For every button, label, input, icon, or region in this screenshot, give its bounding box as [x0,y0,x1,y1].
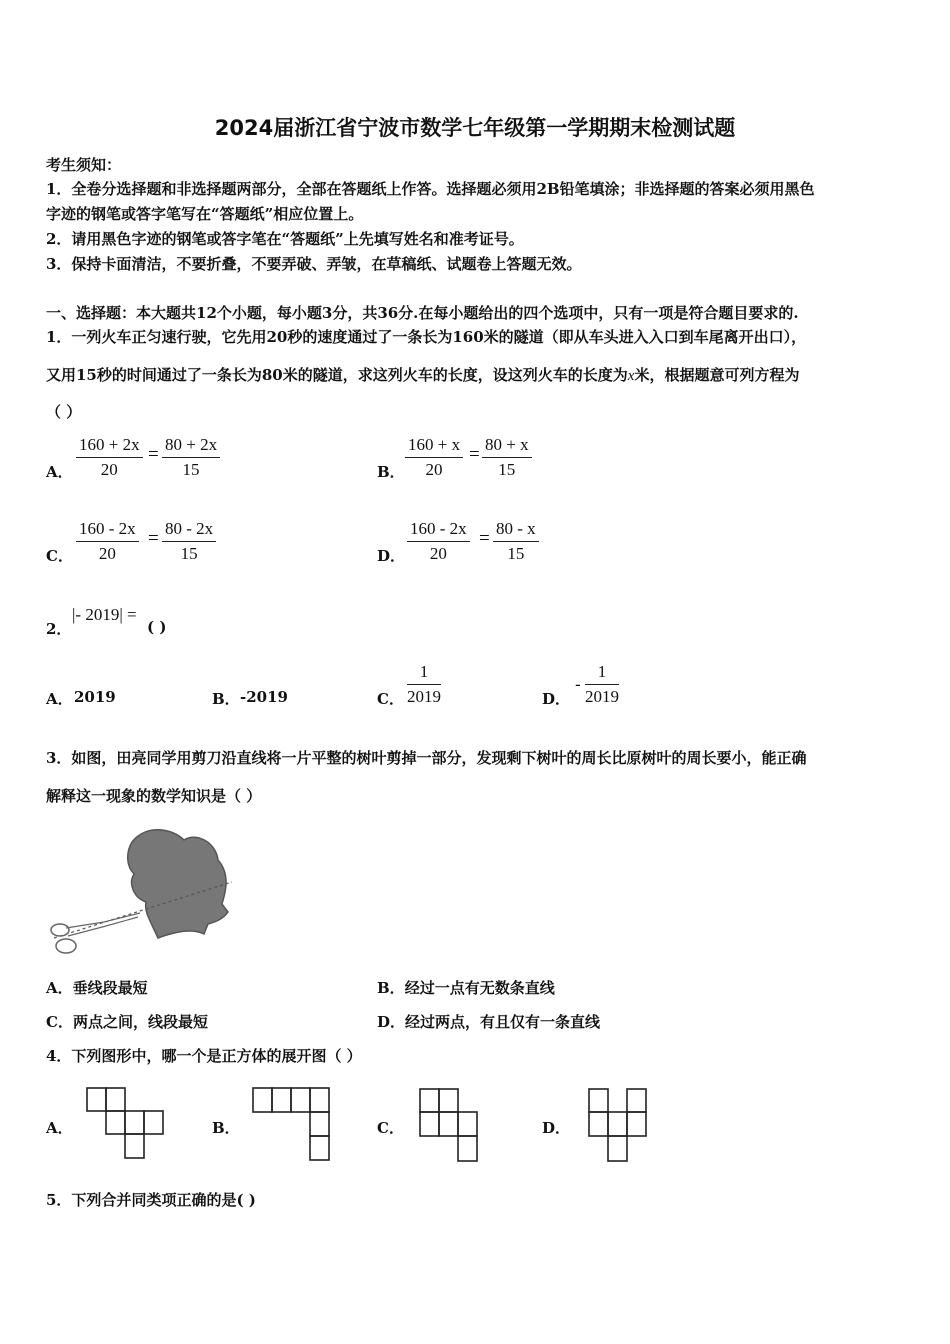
q1-option-c-label[interactable]: C． [46,547,73,565]
equals-sign: = [148,528,159,549]
denominator: 15 [180,544,198,563]
option-label: B． [377,979,405,997]
question-1-text-end: 米，根据题意可列方程为 [634,366,800,384]
q3-option-c[interactable] [46,1011,208,1032]
q2-option-b-label[interactable]: B． [212,690,240,708]
q2-option-d-label[interactable]: D． [542,690,571,708]
question-3-line-2: 解释这一现象的数学知识是（ ） [46,787,262,805]
question-2-expression: |- 2019| = [72,605,137,624]
denominator: 15 [507,544,525,563]
q4-option-b-label[interactable]: B． [212,1119,240,1137]
q3-option-b[interactable] [377,977,555,998]
option-label: A． [46,979,73,997]
q2-c-fraction [407,662,441,707]
scissors-handle-icon [51,924,69,936]
equals-sign: = [148,444,159,465]
variable-x: x [627,368,635,384]
denominator: 20 [425,460,443,479]
numerator: 160 + 2x [76,435,143,458]
question-1-line-1: 1．一列火车正匀速行驶，它先用20秒的速度通过了一条长为160米的隧道（即从车头进入入口到车尾离开出口）， [46,328,807,346]
q1-c-left-fraction [76,519,139,564]
q1-option-d-label[interactable]: D． [377,547,406,565]
denominator: 20 [98,544,116,563]
q1-d-left-fraction [407,519,470,564]
q4-option-a-label[interactable]: A． [46,1119,73,1137]
denominator: 20 [429,544,447,563]
equals-sign: = [469,444,480,465]
q4-option-d-label[interactable]: D． [542,1119,571,1137]
section-heading: 一、选择题：本大题共12个小题，每小题3分，共36分.在每小题给出的四个选项中，只有一项是符合题目要求的. [46,304,799,322]
notice-line-3: 2．请用黑色字迹的钢笔或答字笔在“答题纸”上先填写姓名和准考证号。 [46,230,524,248]
leaf-scissors-figure [46,818,236,958]
q4-option-c-label[interactable]: C． [377,1119,404,1137]
q1-a-right-fraction [162,435,220,480]
net-figure-b [250,1086,332,1162]
q1-b-left-fraction [405,435,463,480]
numerator: 160 - 2x [76,519,139,542]
q2-option-a-label[interactable]: A． [46,690,73,708]
option-text: 垂线段最短 [72,979,148,997]
numerator: 80 - 2x [162,519,216,542]
question-3-line-1: 3．如图，田亮同学用剪刀沿直线将一片平整的树叶剪掉一部分，发现剩下树叶的周长比原树叶的周长要小，能正确 [46,749,807,767]
numerator: 80 + x [482,435,532,458]
question-2-number: 2． [46,620,72,638]
q1-d-right-fraction [493,519,539,564]
net-figure-c [417,1086,483,1164]
option-label: D． [377,1013,406,1031]
denominator: 2019 [585,687,619,706]
q2-d-fraction [585,662,619,707]
scissors-blade-icon [66,913,140,936]
option-text: 两点之间，线段最短 [72,1013,208,1031]
numerator: 1 [407,662,441,685]
q1-a-left-fraction [76,435,143,480]
numerator: 80 + 2x [162,435,220,458]
denominator: 2019 [407,687,441,706]
page-title: 2024届浙江省宁波市数学七年级第一学期期末检测试题 [214,116,736,140]
notice-heading: 考生须知： [46,156,122,174]
numerator: 160 + x [405,435,463,458]
q2-option-a-value: 2019 [74,688,116,706]
minus-sign: - [575,675,581,695]
question-1-bracket: （ ） [46,403,82,421]
question-2-bracket: ( ) [147,618,167,636]
denominator: 15 [182,460,200,479]
scissors-handle-icon [56,939,76,953]
question-5-text: 5．下列合并同类项正确的是( ) [46,1191,256,1209]
option-text: 经过一点有无数条直线 [404,979,555,997]
notice-line-2: 字迹的钢笔或答字笔写在“答题纸”相应位置上。 [46,205,364,223]
notice-line-4: 3．保持卡面清洁，不要折叠，不要弄破、弄皱，在草稿纸、试题卷上答题无效。 [46,255,582,273]
numerator: 160 - 2x [407,519,470,542]
q3-option-d[interactable] [377,1011,600,1032]
net-figure-a [84,1086,166,1162]
q1-c-right-fraction [162,519,216,564]
option-label: C． [46,1013,73,1031]
q2-option-b-value: -2019 [240,688,288,706]
numerator: 1 [585,662,619,685]
q1-option-a-label[interactable]: A． [46,463,73,481]
question-4-text: 4．下列图形中，哪一个是正方体的展开图（ ） [46,1047,362,1065]
q3-option-a[interactable] [46,977,148,998]
q2-option-c-label[interactable]: C． [377,690,404,708]
q1-option-b-label[interactable]: B． [377,463,405,481]
question-1-line-2 [46,364,799,385]
numerator: 80 - x [493,519,539,542]
notice-line-1: 1．全卷分选择题和非选择题两部分，全部在答题纸上作答。选择题必须用2B铅笔填涂；非选择题的答案必须用黑色 [46,180,815,198]
q1-b-right-fraction [482,435,532,480]
denominator: 15 [498,460,516,479]
leaf-shape [128,830,228,938]
net-figure-d [586,1086,652,1164]
question-1-text: 又用15秒的时间通过了一条长为80米的隧道，求这列火车的长度，设这列火车的长度为 [46,366,628,384]
equals-sign: = [479,528,490,549]
option-text: 经过两点，有且仅有一条直线 [405,1013,601,1031]
denominator: 20 [100,460,118,479]
